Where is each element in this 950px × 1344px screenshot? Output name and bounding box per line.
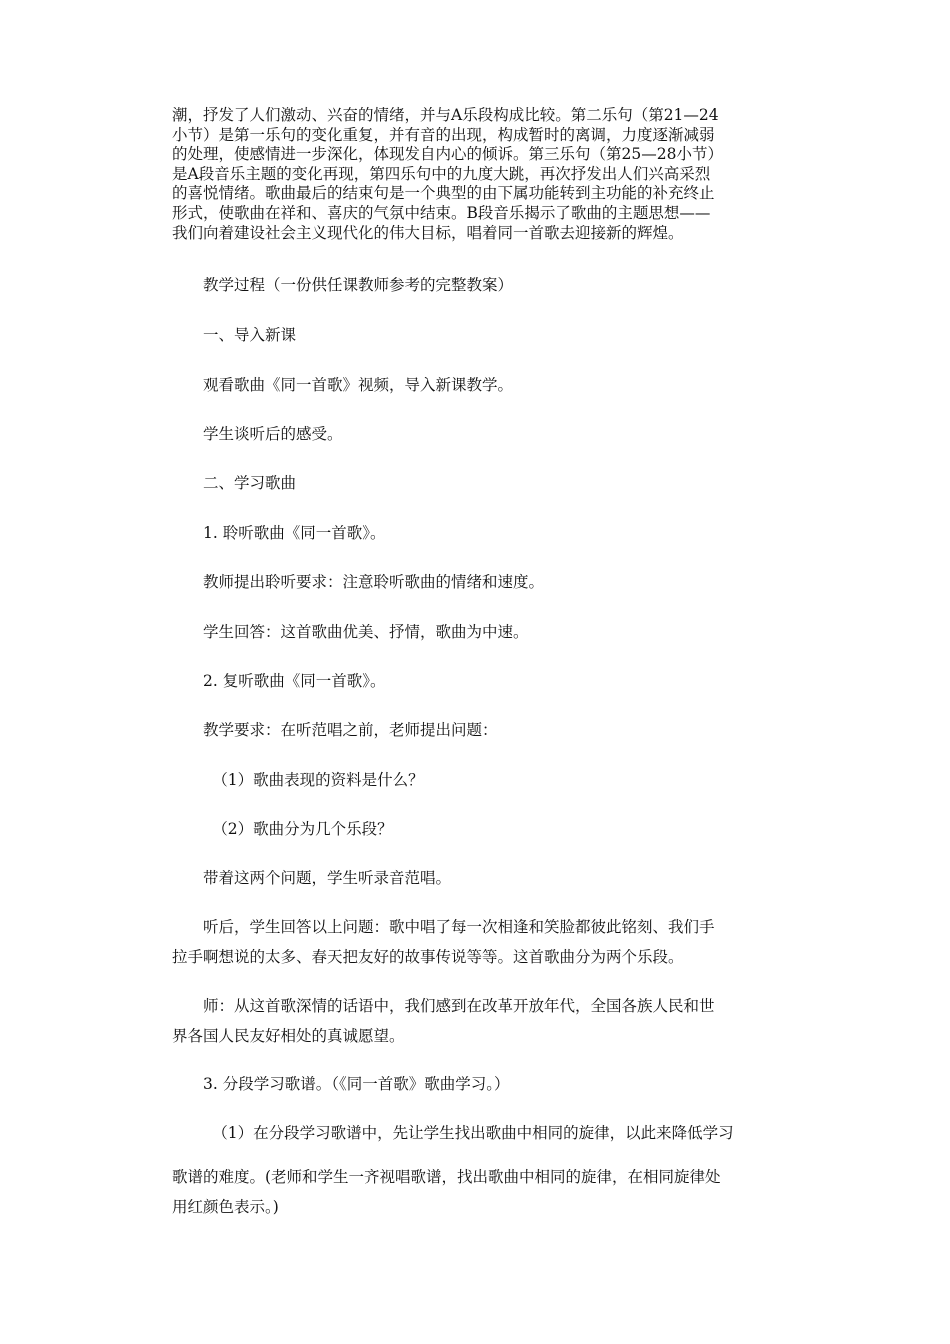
paragraph-segment-step-1-continued: 歌谱的难度。(老师和学生一齐视唱歌谱，找出歌曲中相同的旋律，在相同旋律处 用红颜色表示。) bbox=[172, 1168, 721, 1216]
paragraph-student-feelings: 学生谈听后的感受。 bbox=[203, 425, 343, 443]
section-heading-learn-song: 二、学习歌曲 bbox=[203, 474, 297, 492]
paragraph-teacher-remark: 师：从这首歌深情的话语中，我们感到在改革开放年代，全国各族人民和世 界各国人民友好相处的真诚愿望。 bbox=[172, 997, 715, 1045]
list-item-segment-study: 3. 分段学习歌谱。（《同一首歌》歌曲学习。） bbox=[203, 1075, 510, 1093]
question-item-2: （2）歌曲分为几个乐段？ bbox=[212, 820, 393, 838]
list-item-listen: 1. 聆听歌曲《同一首歌》。 bbox=[203, 524, 386, 542]
paragraph-teacher-requirement: 教师提出聆听要求：注意聆听歌曲的情绪和速度。 bbox=[203, 573, 545, 591]
paragraph-with-questions: 带着这两个问题，学生听录音范唱。 bbox=[203, 869, 452, 887]
section-heading-intro: 一、导入新课 bbox=[203, 326, 297, 344]
list-item-relisten: 2. 复听歌曲《同一首歌》。 bbox=[203, 672, 386, 690]
paragraph-segment-step-1: （1）在分段学习歌谱中，先让学生找出歌曲中相同的旋律，以此来降低学习 bbox=[212, 1124, 734, 1142]
question-item-1: （1）歌曲表现的资料是什么？ bbox=[212, 771, 424, 789]
paragraph-student-answer: 学生回答：这首歌曲优美、抒情，歌曲为中速。 bbox=[203, 623, 529, 641]
paragraph-teaching-requirement: 教学要求：在听范唱之前，老师提出问题： bbox=[203, 721, 498, 739]
paragraph-after-listening: 听后，学生回答以上问题：歌中唱了每一次相逢和笑脸都彼此铭刻、我们手 拉手啊想说的太多、春天把友好的故事传说等等。这首歌曲分为两个乐段。 bbox=[172, 918, 715, 966]
section-heading-teaching-process: 教学过程（一份供任课教师参考的完整教案） bbox=[203, 276, 514, 294]
lead-paragraph: 潮，抒发了人们激动、兴奋的情绪，并与A乐段构成比较。第二乐句（第21—24 小节）是第一乐句的变化重复，并有音的出现，构成暂时的离调，力度逐渐减弱 的处理，使感情进一步深化，体现发自内心的倾诉。第三乐句（第25—28小节） 是A段音乐主题的变化再现，第四乐句中的九度大跳，再次抒发出人们兴高采烈 的喜悦情绪。歌曲最后的结束句是一个典型的由下属功能转到主功能的补充终止 形式，使歌曲在祥和、喜庆的气氛中结束。B段音乐揭示了歌曲的主题思想—— 我们向着建设社会主义现代化的伟大目标，唱着同一首歌去迎接新的辉煌。 bbox=[172, 106, 723, 242]
paragraph-watch-video: 观看歌曲《同一首歌》视频，导入新课教学。 bbox=[203, 376, 514, 394]
